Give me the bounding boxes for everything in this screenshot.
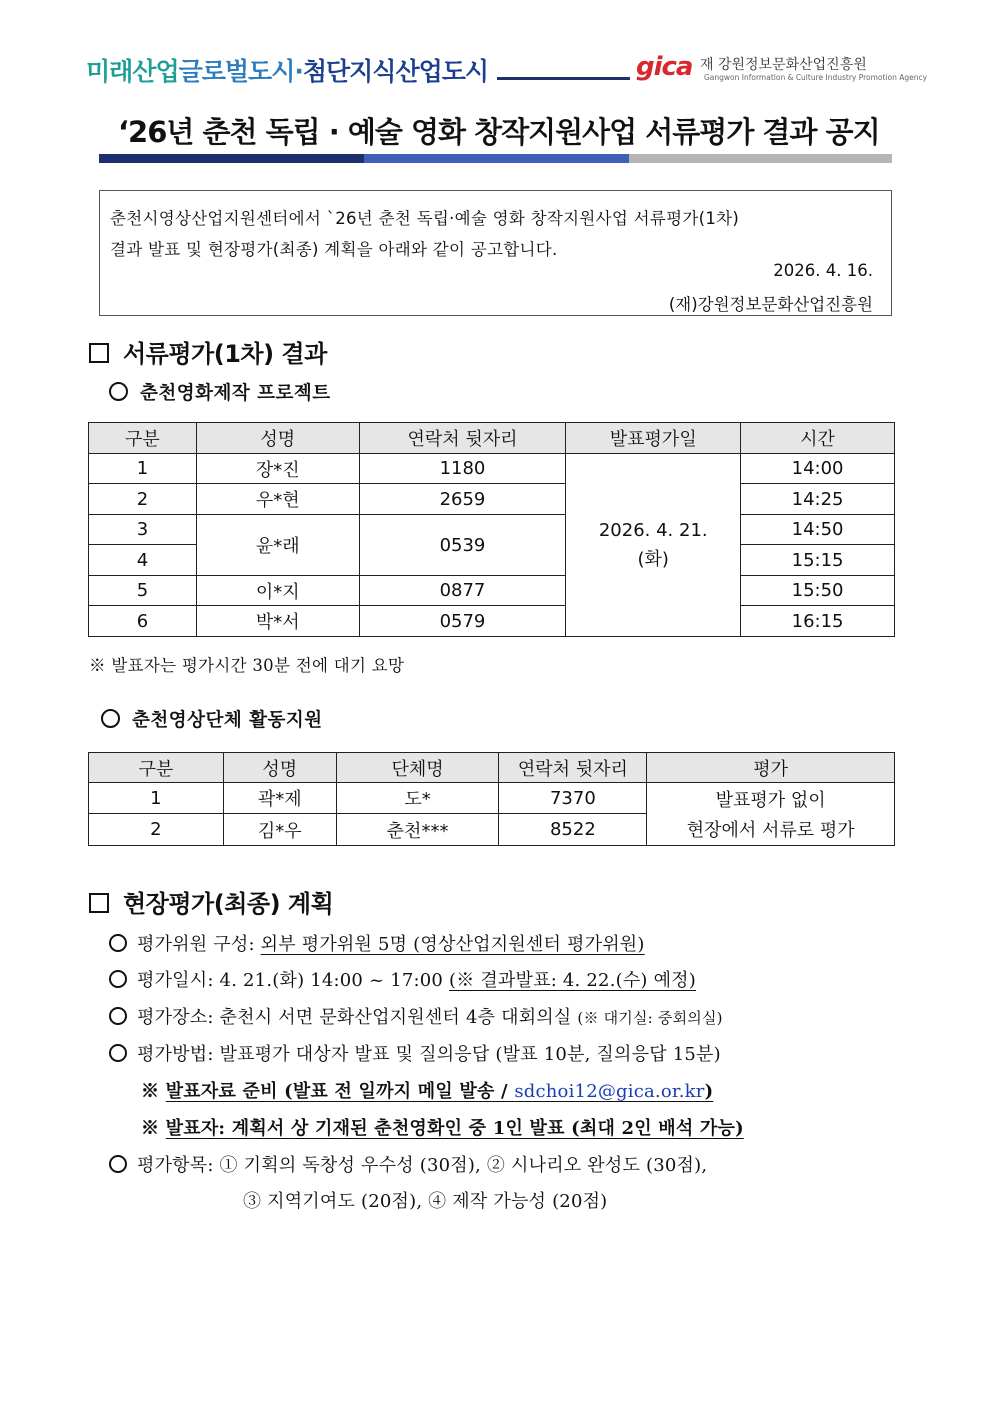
col-header: 연락처 뒷자리 (359, 423, 566, 454)
circle-bullet-icon (109, 1155, 127, 1173)
cell-org: 도* (336, 783, 499, 814)
item4-text: 평가방법: 발표평가 대상자 발표 및 질의응답 (발표 10분, 질의응답 15분) (137, 1044, 721, 1065)
cell-phone: 0579 (359, 606, 566, 637)
cell-no: 5 (89, 576, 197, 606)
item3-label: 평가장소: 춘천시 서면 문화산업지원센터 4층 대회의실 (137, 1007, 578, 1028)
item-place (109, 1003, 723, 1029)
title-bar-blue (364, 154, 629, 163)
title-bar-gray (629, 154, 892, 163)
circle-bullet-icon (109, 970, 127, 988)
sub1-title: 춘천영화제작 프로젝트 (140, 383, 331, 404)
cell-org: 춘천*** (336, 814, 499, 846)
col-header: 발표평가일 (566, 423, 741, 454)
sub2-title: 춘천영상단체 활동지원 (132, 710, 323, 731)
slogan-underline (497, 77, 630, 80)
item-criteria (109, 1151, 707, 1177)
item1-label: 평가위원 구성: (137, 934, 261, 955)
circle-bullet-icon (109, 1007, 127, 1025)
cell-phone: 8522 (499, 814, 647, 846)
notice-box (99, 190, 892, 316)
contact-email-link[interactable]: sdchoi12@gica.or.kr (514, 1081, 705, 1102)
cell-no: 2 (89, 814, 224, 846)
eval-line2: 현장에서 서류로 평가 (686, 820, 855, 841)
section1-heading (89, 334, 327, 369)
item2-label: 평가일시: 4. 21.(화) 14:00 ~ 17:00 (137, 970, 450, 991)
cell-evaluation (647, 783, 895, 846)
group-table (88, 752, 895, 846)
circle-bullet-icon (101, 709, 120, 728)
notice-date: 2026. 4. 16. (773, 261, 873, 280)
cell-no: 6 (89, 606, 197, 637)
slogan (86, 52, 488, 88)
cell-phone: 0877 (359, 576, 566, 606)
table-row (89, 783, 895, 814)
eval-line1: 발표평가 없이 (715, 790, 826, 811)
item1-value: 외부 평가위원 5명 (영상산업지원센터 평가위원) (260, 934, 645, 955)
col-header: 단체명 (336, 753, 499, 783)
col-header: 구분 (89, 753, 224, 783)
table-row (89, 515, 895, 545)
cell-name: 장*진 (196, 454, 359, 484)
cell-no: 3 (89, 515, 197, 545)
cell-phone: 0539 (359, 515, 566, 576)
table-row (89, 606, 895, 637)
cell-no: 2 (89, 484, 197, 515)
cell-time: 14:25 (741, 484, 895, 515)
table-header-row (89, 423, 895, 454)
table-row (89, 484, 895, 515)
notice-line1: 춘천시영상산업지원센터에서 `26년 춘천 독립·예술 영화 창작지원사업 서류평가(1차) (110, 209, 740, 228)
circle-bullet-icon (109, 934, 127, 952)
page-title: ‘26년 춘천 독립 · 예술 영화 창작지원사업 서류평가 결과 공지 (118, 115, 880, 149)
project-table (88, 422, 895, 637)
cell-presentation-date (566, 454, 741, 637)
item5-line1: 평가항목: ① 기획의 독창성 우수성 (30점), ② 시나리오 완성도 (30점), (137, 1155, 708, 1176)
cell-name: 박*서 (196, 606, 359, 637)
presentation-day: (화) (637, 548, 669, 570)
cell-phone: 7370 (499, 783, 647, 814)
notice-line2: 결과 발표 및 현장평가(최종) 계획을 아래와 같이 공고합니다. (110, 240, 558, 259)
cell-no: 4 (89, 545, 197, 576)
note2-text: 발표자: 계획서 상 기재된 춘천영화인 중 1인 발표 (최대 2인 배석 가능) (165, 1118, 744, 1139)
table-header-row (89, 753, 895, 783)
presentation-date: 2026. 4. 21. (598, 519, 708, 541)
circle-bullet-icon (109, 382, 128, 401)
cell-name: 윤*래 (196, 515, 359, 576)
item2-value: (※ 결과발표: 4. 22.(수) 예정) (449, 970, 696, 991)
notice-text (110, 203, 870, 265)
circle-bullet-icon (109, 1044, 127, 1062)
slogan-part2: 글로벌도시· (178, 57, 303, 86)
table-row (89, 576, 895, 606)
col-header: 성명 (196, 423, 359, 454)
note-presenter (141, 1114, 744, 1140)
gica-logo (636, 52, 928, 82)
cell-phone: 1180 (359, 454, 566, 484)
section1-title: 서류평가(1차) 결과 (123, 340, 327, 368)
cell-time: 15:15 (741, 545, 895, 576)
square-bullet-icon (89, 343, 109, 363)
slogan-part1: 미래산업 (86, 57, 179, 86)
item-criteria-cont (243, 1187, 607, 1213)
cell-name: 김*우 (223, 814, 336, 846)
notice-org: (재)강원정보문화산업진흥원 (668, 295, 873, 314)
note-materials (141, 1077, 713, 1103)
sub1-heading (109, 379, 331, 405)
cell-name: 우*현 (196, 484, 359, 515)
cell-no: 1 (89, 454, 197, 484)
logo-org-name-en: Gangwon Information & Culture Industry Promotion Agency (704, 73, 928, 82)
logo-org-name: 재 강원정보문화산업진흥원 (700, 57, 867, 73)
col-header: 구분 (89, 423, 197, 454)
item-method (109, 1040, 721, 1066)
section2-title: 현장평가(최종) 계획 (123, 890, 334, 918)
cell-name: 곽*제 (223, 783, 336, 814)
col-header: 성명 (223, 753, 336, 783)
item5-line2: ③ 지역기여도 (20점), ④ 제작 가능성 (20점) (243, 1191, 608, 1212)
section2-heading (89, 884, 333, 919)
waiting-note: ※ 발표자는 평가시간 30분 전에 대기 요망 (89, 656, 405, 675)
sub2-heading (101, 706, 323, 732)
note1-prefix: ※ (141, 1081, 166, 1102)
col-header: 시간 (741, 423, 895, 454)
cell-time: 16:15 (741, 606, 895, 637)
title-bar-navy (99, 154, 364, 163)
cell-time: 14:50 (741, 515, 895, 545)
item-datetime (109, 966, 696, 992)
col-header: 평가 (647, 753, 895, 783)
cell-no: 1 (89, 783, 224, 814)
col-header: 연락처 뒷자리 (499, 753, 647, 783)
slogan-part3: 첨단지식산업도시 (302, 57, 489, 86)
table-row (89, 454, 895, 484)
cell-time: 14:00 (741, 454, 895, 484)
note1-text: 발표자료 준비 (발표 전 일까지 메일 발송 / (165, 1081, 515, 1102)
gica-logo-mark: gica (636, 52, 693, 82)
note1-close: ) (704, 1081, 714, 1102)
item3-waiting-room: (※ 대기실: 중회의실) (577, 1009, 723, 1027)
cell-time: 15:50 (741, 576, 895, 606)
cell-phone: 2659 (359, 484, 566, 515)
square-bullet-icon (89, 893, 109, 913)
cell-name: 이*지 (196, 576, 359, 606)
note2-prefix: ※ (141, 1118, 166, 1139)
item-evaluators (109, 930, 645, 956)
